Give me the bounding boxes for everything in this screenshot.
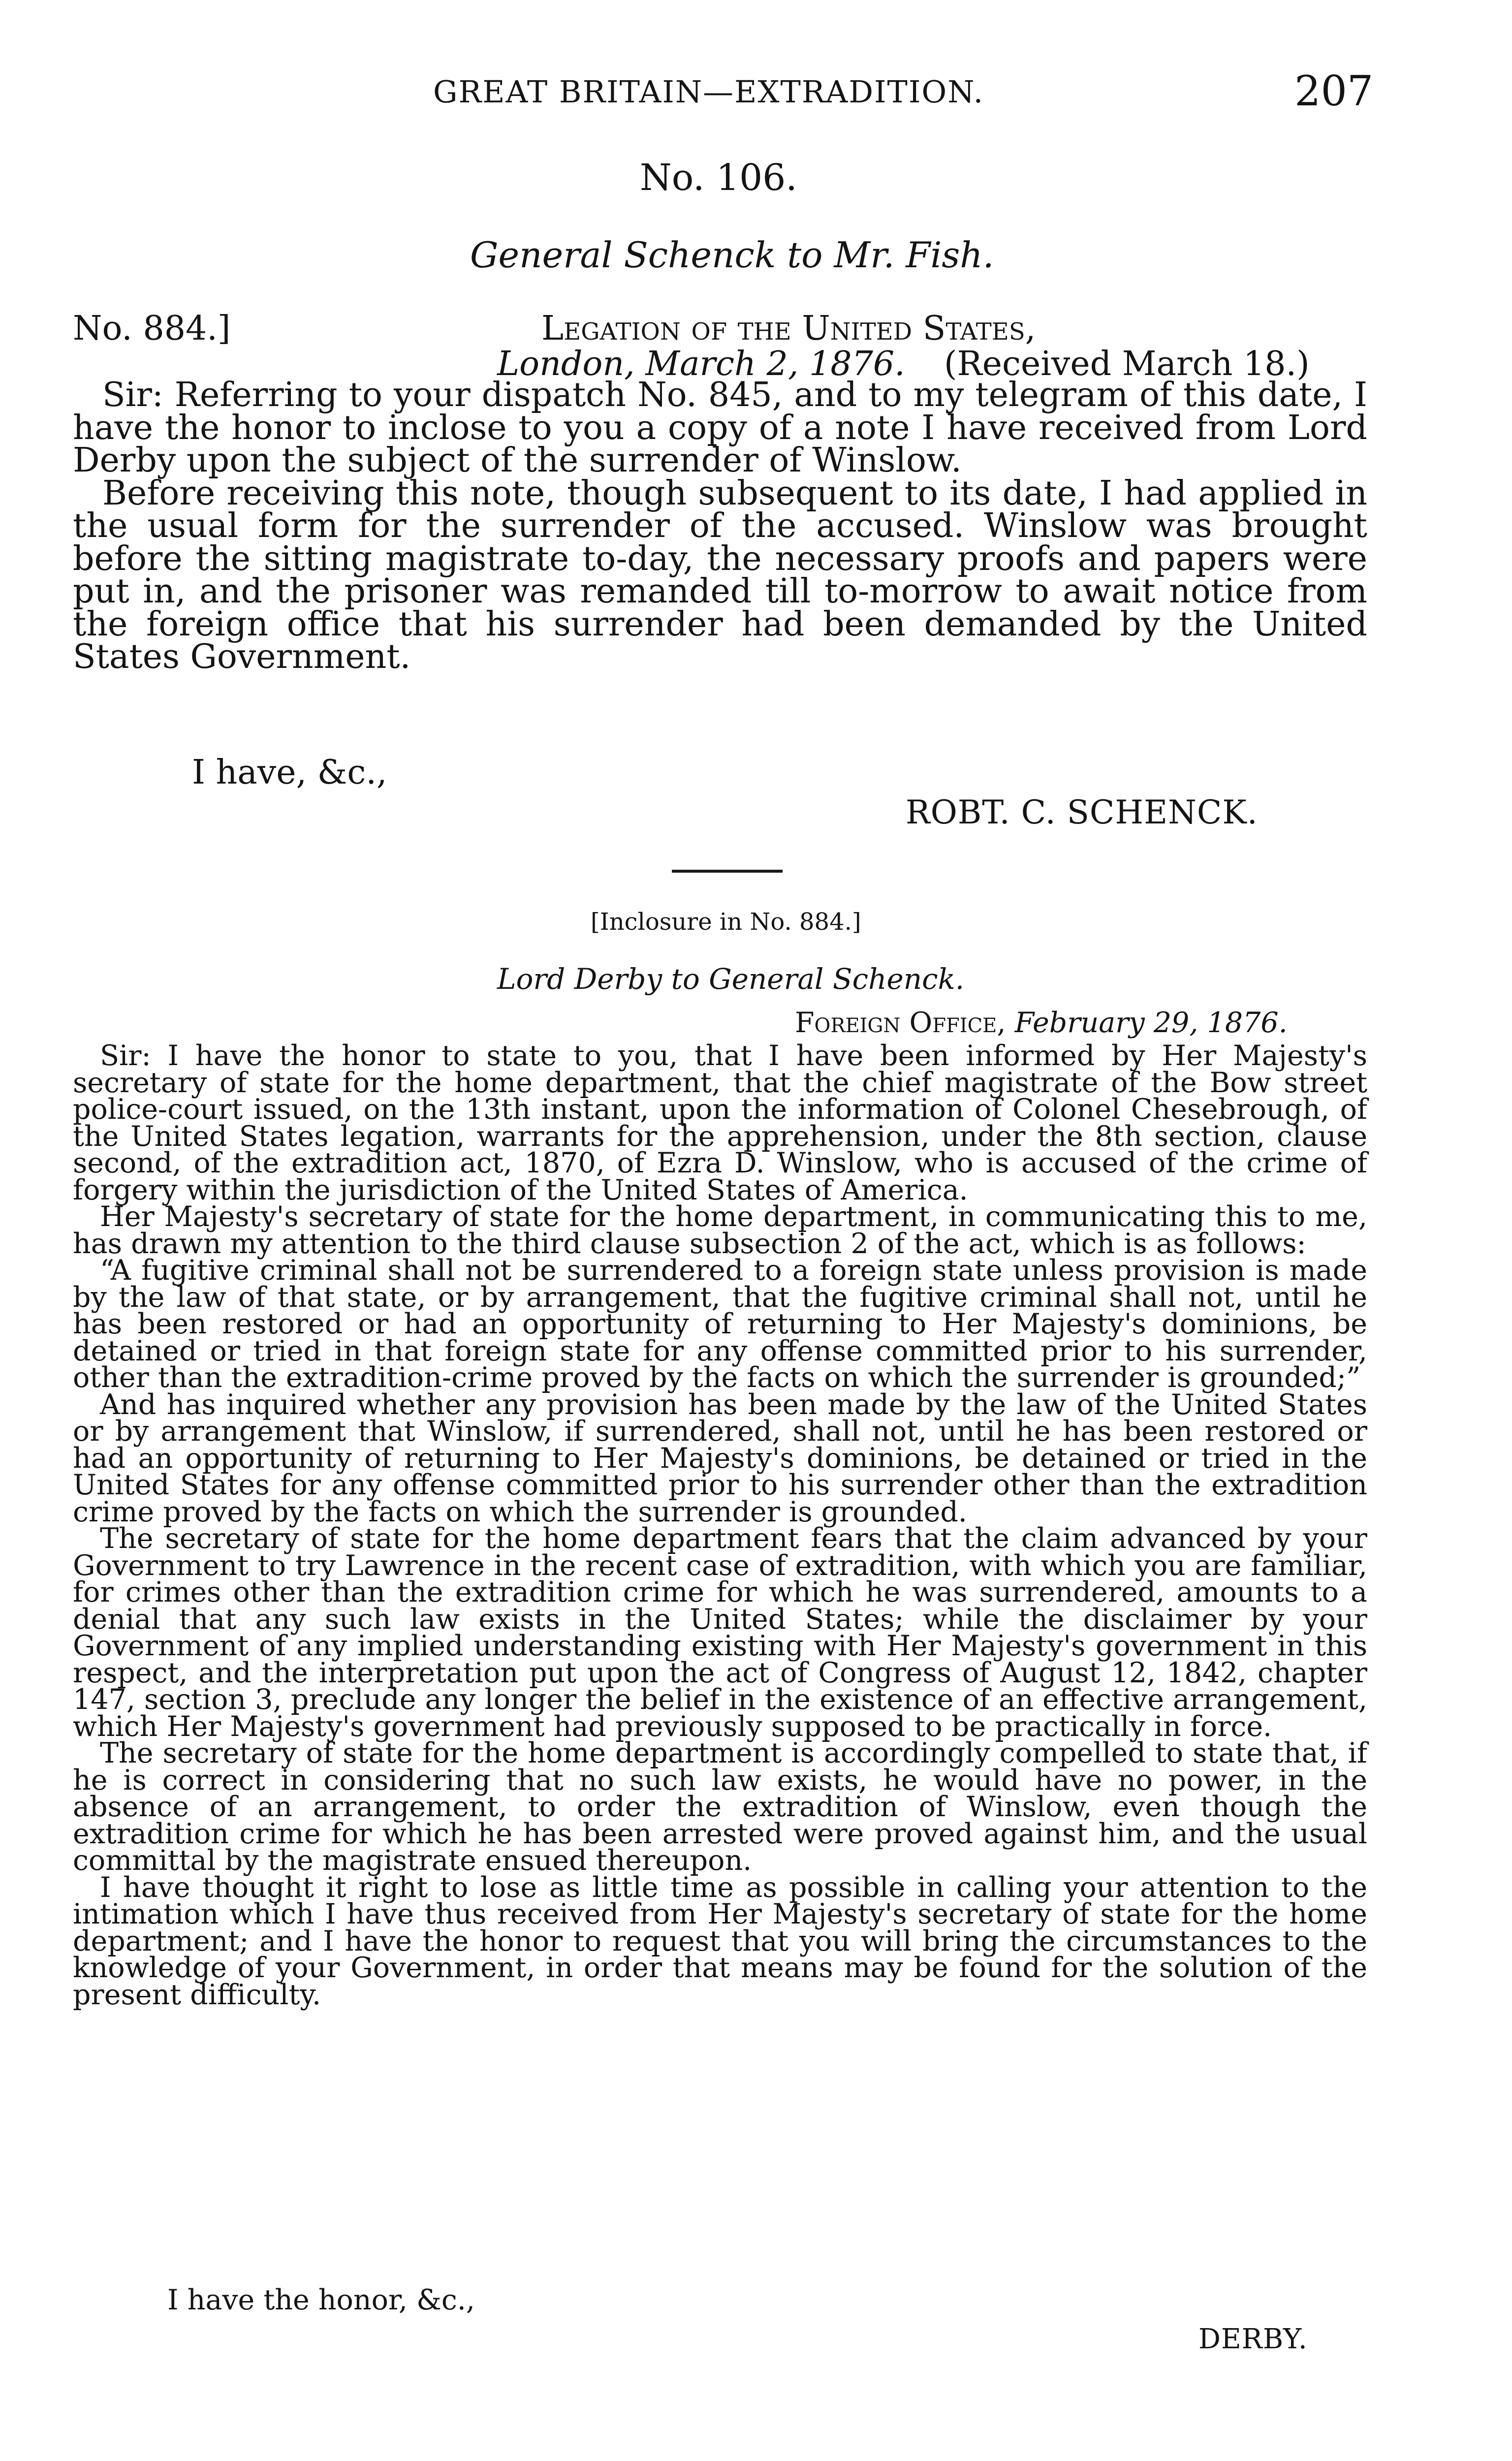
inclosure-dateline — [795, 1007, 1288, 1039]
inclosure-signature: DERBY. — [1198, 2323, 1308, 2355]
quoted-clause: “A fugitive criminal shall not be surrendered to a foreign state unless provision is made by the law of that state, or by arrangement, that the fugitive criminal shall not, until he has been restored or had an opportunity of returning to Her Majesty's dominions, be detained or tried in that foreign state for any offense committed prior to his surrender, other than the extradition-crime proved by the facts on which the surrender is grounded;” — [73, 1254, 1367, 1394]
paragraph: Sir: I have the honor to state to you, that I have been informed by Her Majesty's secretary of state for the home department, that the chief magistrate of the Bow street police-court issued, on the 13th instant, upon the information of Colonel Chesebrough, of the United States legation, warrants for the apprehension, under the 8th section, clause second, of the extradition act, 1870, of Ezra D. Winslow, who is accused of the crime of forgery within the jurisdiction of the United States of America. — [73, 1040, 1367, 1206]
paragraph: Sir: Referring to your dispatch No. 845, and to my telegram of this date, I have the honor to inclose to you a copy of a note I have received from Lord Derby upon the subject of the surrender of Winslow. — [73, 376, 1367, 480]
inclosure-label: [Inclosure in No. 884.] — [591, 908, 861, 936]
inclosure-date: February 29, 1876. — [1014, 1007, 1288, 1039]
dispatch-body — [73, 376, 1367, 676]
dispatch-heading: General Schenck to Mr. Fish. — [470, 234, 994, 276]
paragraph: Before receiving this note, though subsequent to its date, I had applied in the usual form for the surrender of the accused. Winslow was brought before the sitting magistrate to-day, the necessary proofs and papers were put in, and the prisoner was remanded till to-morrow to await notice from the foreign office that his surrender had been demanded by the United States Government. — [73, 473, 1367, 676]
running-head: GREAT BRITAIN—EXTRADITION. — [433, 74, 984, 110]
paragraph: And has inquired whether any provision has been made by the law of the United States or by arrangement that Winslow, if surrendered, shall not, until he has been restored or had an opportunity of returning to Her Majesty's dominions, be detained or tried in the United States for any offense committed prior to his surrender other than the extradition crime proved by the facts on which the surrender is grounded. — [73, 1388, 1367, 1528]
page-number: 207 — [1294, 67, 1374, 115]
paragraph: I have thought it right to lose as little time as possible in calling your attention to the intimation which I have thus received from Her Majesty's secretary of state for the home department; and I have the honor to request that you will bring the circumstances to the knowledge of your Government, in order that means may be found for the solution of the present difficulty. — [73, 1871, 1367, 2011]
section-divider — [672, 870, 783, 873]
inclosure-heading: Lord Derby to General Schenck. — [497, 962, 965, 996]
inclosure-closing: I have the honor, &c., — [167, 2284, 475, 2316]
paragraph: The secretary of state for the home department is accordingly compelled to state that, if he is correct in considering that no such law exists, he would have no power, in the absence of an arrangement, to order the extradition of Winslow, even though the extradition crime for which he has been arrested were proved against him, and the usual committal by the magistrate ensued thereupon. — [73, 1737, 1367, 1877]
paragraph: Her Majesty's secretary of state for the home department, in communicating this to me, has drawn my attention to the third clause subsection 2 of the act, which is as follows: — [73, 1200, 1367, 1260]
received-date: (Received March 18.) — [944, 345, 1310, 383]
dispatch-signature: ROBT. C. SCHENCK. — [906, 793, 1258, 831]
dispatch-closing: I have, &c., — [192, 753, 387, 792]
legation-line: Legation of the United States, — [541, 309, 1036, 348]
dispatch-number: No. 884.] — [73, 309, 231, 348]
paragraph: The secretary of state for the home department fears that the claim advanced by your Government to try Lawrence in the recent case of extradition, with which you are familiar, for crimes other than the extradition crime for which he was surrendered, amounts to a denial that any such law exists in the United States; while the disclaimer by your Government of any implied understanding existing with Her Majesty's government in this respect, and the interpretation put upon the act of Congress of August 12, 1842, chapter 147, section 3, preclude any longer the belief in the existence of an effective arrangement, which Her Majesty's government had previously supposed to be practically in force. — [73, 1522, 1367, 1743]
inclosure-body — [73, 1040, 1367, 2011]
office-name: Foreign Office, — [795, 1007, 1006, 1039]
place-date: London, March 2, 1876. — [497, 345, 905, 383]
document-number: No. 106. — [640, 157, 797, 199]
